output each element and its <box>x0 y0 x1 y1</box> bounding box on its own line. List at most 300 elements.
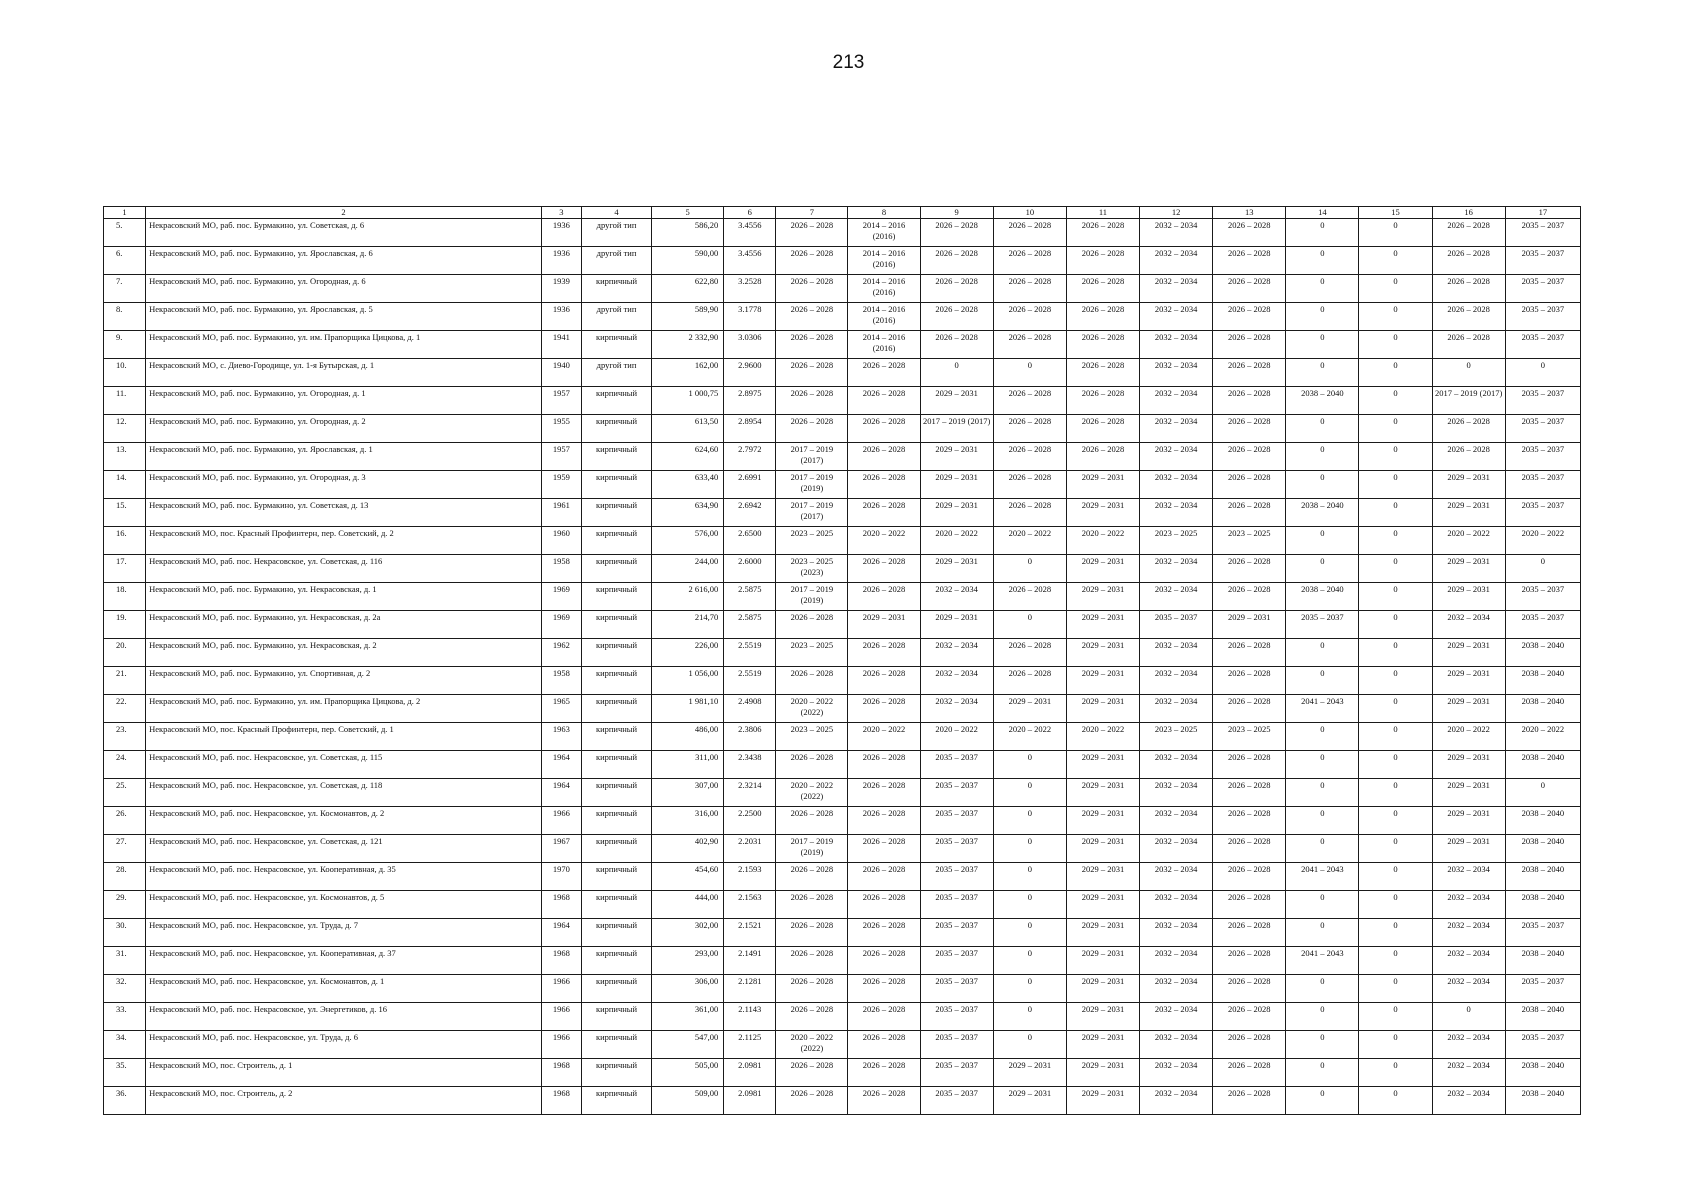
column-header-16: 16 <box>1432 207 1505 219</box>
row-number: 26. <box>104 807 146 835</box>
row-number: 27. <box>104 835 146 863</box>
table-cell: 2026 – 2028 <box>848 1031 920 1059</box>
table-cell: 0 <box>1286 331 1359 359</box>
table-cell: кирпичный <box>581 499 651 527</box>
column-header-7: 7 <box>776 207 848 219</box>
table-cell: кирпичный <box>581 639 651 667</box>
table-cell: 0 <box>1359 499 1432 527</box>
table-cell: 0 <box>1359 359 1432 387</box>
table-cell: 1939 <box>541 275 581 303</box>
table-cell: 3.4556 <box>724 247 776 275</box>
table-cell: 0 <box>1286 919 1359 947</box>
table-cell: 0 <box>1359 275 1432 303</box>
table-cell: 2020 – 2022 <box>993 527 1066 555</box>
table-cell: 0 <box>1432 359 1505 387</box>
table-row <box>104 1087 1581 1115</box>
table-cell: 1936 <box>541 303 581 331</box>
table-cell: 2026 – 2028 <box>848 1087 920 1115</box>
table-cell: 0 <box>1359 723 1432 751</box>
table-row <box>104 527 1581 555</box>
table-cell: 1968 <box>541 1087 581 1115</box>
table-cell: 311,00 <box>652 751 724 779</box>
row-number: 36. <box>104 1087 146 1115</box>
table-row <box>104 919 1581 947</box>
table-cell: 2032 – 2034 <box>1140 751 1213 779</box>
table-cell: 2032 – 2034 <box>1432 947 1505 975</box>
address-cell: Некрасовский МО, раб. пос. Бурмакино, ул. Советская, д. 6 <box>146 219 542 247</box>
table-cell: 2029 – 2031 <box>1432 835 1505 863</box>
table-cell: 2020 – 2022 <box>920 723 993 751</box>
table-cell: 2032 – 2034 <box>1140 555 1213 583</box>
column-header-11: 11 <box>1066 207 1139 219</box>
table-cell: 0 <box>1359 583 1432 611</box>
table-cell: 2026 – 2028 <box>993 415 1066 443</box>
column-header-3: 3 <box>541 207 581 219</box>
table-cell: 0 <box>1286 639 1359 667</box>
table-cell: 2026 – 2028 <box>920 275 993 303</box>
table-cell: 0 <box>1286 891 1359 919</box>
column-header-14: 14 <box>1286 207 1359 219</box>
row-number: 17. <box>104 555 146 583</box>
table-cell: 2029 – 2031 <box>1432 639 1505 667</box>
table-cell: 2029 – 2031 <box>1066 667 1139 695</box>
table-cell: 2.5875 <box>724 611 776 639</box>
table-cell: 0 <box>1359 891 1432 919</box>
table-cell: 0 <box>1359 975 1432 1003</box>
column-header-5: 5 <box>652 207 724 219</box>
table-cell: 1957 <box>541 387 581 415</box>
table-cell: 2026 – 2028 <box>1213 975 1286 1003</box>
table-cell: 2026 – 2028 <box>848 1003 920 1031</box>
table-cell: 0 <box>1359 219 1432 247</box>
table-row <box>104 471 1581 499</box>
table-cell: 2038 – 2040 <box>1505 751 1580 779</box>
table-cell: 2026 – 2028 <box>848 555 920 583</box>
table-cell: 2029 – 2031 <box>920 499 993 527</box>
table-cell: кирпичный <box>581 583 651 611</box>
table-cell: 547,00 <box>652 1031 724 1059</box>
table-cell: 2026 – 2028 <box>1213 471 1286 499</box>
table-cell: 2038 – 2040 <box>1505 1003 1580 1031</box>
table-cell: 0 <box>1286 415 1359 443</box>
table-cell: 2041 – 2043 <box>1286 947 1359 975</box>
table-cell: 486,00 <box>652 723 724 751</box>
table-cell: 2020 – 2022 <box>1432 527 1505 555</box>
table-cell: 2026 – 2028 <box>848 639 920 667</box>
table-cell: 2029 – 2031 <box>1066 1059 1139 1087</box>
table-cell: 2026 – 2028 <box>1213 555 1286 583</box>
table-cell: 0 <box>993 1003 1066 1031</box>
table-cell: 0 <box>993 359 1066 387</box>
column-header-6: 6 <box>724 207 776 219</box>
table-cell: 2.0981 <box>724 1059 776 1087</box>
address-cell: Некрасовский МО, раб. пос. Бурмакино, ул. Некрасовская, д. 2а <box>146 611 542 639</box>
table-cell: 2017 – 2019 (2019) <box>776 835 848 863</box>
table-cell: 613,50 <box>652 415 724 443</box>
table-cell: кирпичный <box>581 331 651 359</box>
table-row <box>104 779 1581 807</box>
table-cell: 0 <box>1359 303 1432 331</box>
table-cell: 2032 – 2034 <box>1140 835 1213 863</box>
row-number: 6. <box>104 247 146 275</box>
table-cell: 2032 – 2034 <box>1140 471 1213 499</box>
table-cell: 2026 – 2028 <box>1213 499 1286 527</box>
table-row <box>104 331 1581 359</box>
table-cell: 2035 – 2037 <box>920 975 993 1003</box>
table-cell: 3.1778 <box>724 303 776 331</box>
table-cell: 2026 – 2028 <box>776 275 848 303</box>
table-cell: 0 <box>1359 415 1432 443</box>
table-cell: 2026 – 2028 <box>1213 1031 1286 1059</box>
table-cell: 2023 – 2025 <box>1213 527 1286 555</box>
table-cell: 2020 – 2022 <box>848 723 920 751</box>
table-row <box>104 723 1581 751</box>
table-cell: 2035 – 2037 <box>920 835 993 863</box>
table-cell: 214,70 <box>652 611 724 639</box>
table-cell: 2.1521 <box>724 919 776 947</box>
table-cell: 1936 <box>541 219 581 247</box>
table-cell: 0 <box>1359 443 1432 471</box>
table-cell: 307,00 <box>652 779 724 807</box>
table-cell: 2.1563 <box>724 891 776 919</box>
table-cell: 3.0306 <box>724 331 776 359</box>
table-row <box>104 695 1581 723</box>
table-cell: 0 <box>1286 1059 1359 1087</box>
table-cell: 1940 <box>541 359 581 387</box>
table-cell: 2.1125 <box>724 1031 776 1059</box>
table-cell: 0 <box>1286 975 1359 1003</box>
table-cell: 2026 – 2028 <box>848 863 920 891</box>
table-cell: 2029 – 2031 <box>1432 583 1505 611</box>
table-cell: 2038 – 2040 <box>1505 695 1580 723</box>
table-cell: 0 <box>1286 835 1359 863</box>
table-cell: 2.2031 <box>724 835 776 863</box>
table-cell: 1955 <box>541 415 581 443</box>
table-cell: 2029 – 2031 <box>1432 695 1505 723</box>
table-row <box>104 275 1581 303</box>
table-cell: 1936 <box>541 247 581 275</box>
table-cell: 0 <box>1286 723 1359 751</box>
table-cell: 2026 – 2028 <box>1213 247 1286 275</box>
table-cell: 3.2528 <box>724 275 776 303</box>
table-cell: 2023 – 2025 <box>776 527 848 555</box>
table-cell: 2.4908 <box>724 695 776 723</box>
table-cell: 2.8975 <box>724 387 776 415</box>
table-row <box>104 947 1581 975</box>
table-cell: 2035 – 2037 <box>1505 247 1580 275</box>
table-cell: 2.5519 <box>724 639 776 667</box>
row-number: 35. <box>104 1059 146 1087</box>
table-cell: 509,00 <box>652 1087 724 1115</box>
table-cell: 589,90 <box>652 303 724 331</box>
table-cell: 2029 – 2031 <box>920 555 993 583</box>
table-cell: 2026 – 2028 <box>776 303 848 331</box>
table-cell: 1961 <box>541 499 581 527</box>
table-cell: 0 <box>1286 779 1359 807</box>
table-cell: 2032 – 2034 <box>1140 219 1213 247</box>
table-cell: 316,00 <box>652 807 724 835</box>
table-cell: 2029 – 2031 <box>1066 863 1139 891</box>
table-cell: 0 <box>993 835 1066 863</box>
row-number: 15. <box>104 499 146 527</box>
table-cell: 2026 – 2028 <box>1213 359 1286 387</box>
table-cell: 2035 – 2037 <box>1505 471 1580 499</box>
table-cell: 0 <box>993 1031 1066 1059</box>
table-cell: 0 <box>1359 919 1432 947</box>
table-cell: 2026 – 2028 <box>1213 919 1286 947</box>
table-cell: 2026 – 2028 <box>993 639 1066 667</box>
table-cell: 2026 – 2028 <box>993 471 1066 499</box>
table-cell: 2032 – 2034 <box>1432 863 1505 891</box>
table-cell: 2.0981 <box>724 1087 776 1115</box>
table-cell: 2026 – 2028 <box>1213 219 1286 247</box>
address-cell: Некрасовский МО, раб. пос. Бурмакино, ул. Спортивная, д. 2 <box>146 667 542 695</box>
table-cell: 2026 – 2028 <box>1213 863 1286 891</box>
address-cell: Некрасовский МО, пос. Строитель, д. 1 <box>146 1059 542 1087</box>
table-cell: 0 <box>993 751 1066 779</box>
table-cell: 2026 – 2028 <box>1432 219 1505 247</box>
table-cell: 2029 – 2031 <box>1066 555 1139 583</box>
table-cell: 2020 – 2022 <box>1066 723 1139 751</box>
address-cell: Некрасовский МО, раб. пос. Некрасовское, ул. Советская, д. 121 <box>146 835 542 863</box>
table-cell: 2032 – 2034 <box>1140 247 1213 275</box>
table-cell: 293,00 <box>652 947 724 975</box>
address-cell: Некрасовский МО, раб. пос. Бурмакино, ул. Огородная, д. 2 <box>146 415 542 443</box>
table-cell: 2026 – 2028 <box>848 667 920 695</box>
table-cell: другой тип <box>581 219 651 247</box>
table-cell: 2032 – 2034 <box>1432 919 1505 947</box>
row-number: 10. <box>104 359 146 387</box>
address-cell: Некрасовский МО, раб. пос. Бурмакино, ул. Ярославская, д. 5 <box>146 303 542 331</box>
table-cell: кирпичный <box>581 555 651 583</box>
row-number: 32. <box>104 975 146 1003</box>
table-cell: 2026 – 2028 <box>1213 695 1286 723</box>
table-cell: 2023 – 2025 <box>776 723 848 751</box>
table-cell: 2029 – 2031 <box>1066 947 1139 975</box>
table-cell: 2026 – 2028 <box>848 499 920 527</box>
table-cell: 1969 <box>541 583 581 611</box>
column-header-9: 9 <box>920 207 993 219</box>
table-cell: 0 <box>1359 1059 1432 1087</box>
table-cell: кирпичный <box>581 387 651 415</box>
row-number: 18. <box>104 583 146 611</box>
table-cell: 2026 – 2028 <box>993 275 1066 303</box>
row-number: 5. <box>104 219 146 247</box>
address-cell: Некрасовский МО, раб. пос. Бурмакино, ул. Некрасовская, д. 2 <box>146 639 542 667</box>
table-cell: другой тип <box>581 303 651 331</box>
table-cell: 2035 – 2037 <box>1505 303 1580 331</box>
address-cell: Некрасовский МО, пос. Строитель, д. 2 <box>146 1087 542 1115</box>
table-cell: 2.1281 <box>724 975 776 1003</box>
table-cell: 1968 <box>541 1059 581 1087</box>
table-cell: 2026 – 2028 <box>1213 947 1286 975</box>
table-row <box>104 667 1581 695</box>
table-cell: 2032 – 2034 <box>1140 1031 1213 1059</box>
table-row <box>104 751 1581 779</box>
row-number: 24. <box>104 751 146 779</box>
table-cell: 2026 – 2028 <box>848 471 920 499</box>
table-cell: 0 <box>1359 387 1432 415</box>
table-cell: 2026 – 2028 <box>848 779 920 807</box>
table-cell: 2032 – 2034 <box>1140 499 1213 527</box>
table-cell: 2038 – 2040 <box>1505 639 1580 667</box>
table-cell: 2026 – 2028 <box>776 611 848 639</box>
table-cell: 2035 – 2037 <box>1505 499 1580 527</box>
table-cell: 2029 – 2031 <box>1066 471 1139 499</box>
address-cell: Некрасовский МО, раб. пос. Некрасовское, ул. Советская, д. 116 <box>146 555 542 583</box>
table-cell: 2029 – 2031 <box>1432 751 1505 779</box>
table-cell: 0 <box>1359 611 1432 639</box>
table-cell: 0 <box>1286 667 1359 695</box>
table-cell: 2026 – 2028 <box>776 331 848 359</box>
address-cell: Некрасовский МО, раб. пос. Бурмакино, ул. Некрасовская, д. 1 <box>146 583 542 611</box>
row-number: 21. <box>104 667 146 695</box>
table-cell: 2038 – 2040 <box>1286 583 1359 611</box>
table-cell: 0 <box>993 779 1066 807</box>
table-cell: 2026 – 2028 <box>1066 303 1139 331</box>
table-cell: 0 <box>1359 1003 1432 1031</box>
table-cell: 2032 – 2034 <box>1432 975 1505 1003</box>
table-cell: 2029 – 2031 <box>1066 1031 1139 1059</box>
row-number: 16. <box>104 527 146 555</box>
table-cell: 2029 – 2031 <box>1066 583 1139 611</box>
table-cell: 2020 – 2022 <box>848 527 920 555</box>
table-cell: 2035 – 2037 <box>920 1003 993 1031</box>
table-cell: 2017 – 2019 (2017) <box>776 499 848 527</box>
table-cell: 0 <box>1359 667 1432 695</box>
address-cell: Некрасовский МО, раб. пос. Бурмакино, ул. Огородная, д. 3 <box>146 471 542 499</box>
address-cell: Некрасовский МО, раб. пос. Некрасовское, ул. Труда, д. 7 <box>146 919 542 947</box>
table-cell: 2035 – 2037 <box>1505 275 1580 303</box>
address-cell: Некрасовский МО, раб. пос. Некрасовское, ул. Энергетиков, д. 16 <box>146 1003 542 1031</box>
table-cell: 2020 – 2022 (2022) <box>776 1031 848 1059</box>
table-cell: 226,00 <box>652 639 724 667</box>
table-cell: 2020 – 2022 <box>1066 527 1139 555</box>
table-cell: 2032 – 2034 <box>920 639 993 667</box>
table-cell: 2032 – 2034 <box>920 695 993 723</box>
table-cell: 0 <box>993 555 1066 583</box>
table-cell: 444,00 <box>652 891 724 919</box>
table-cell: 2029 – 2031 <box>1066 611 1139 639</box>
table-cell: 2029 – 2031 <box>1432 667 1505 695</box>
table-cell: 0 <box>1359 835 1432 863</box>
table-cell: 0 <box>1286 247 1359 275</box>
table-cell: 1958 <box>541 667 581 695</box>
table-cell: 2029 – 2031 <box>1066 1087 1139 1115</box>
table-body <box>104 219 1581 1115</box>
table-cell: 454,60 <box>652 863 724 891</box>
table-cell: 2032 – 2034 <box>1140 415 1213 443</box>
table-cell: 2026 – 2028 <box>848 415 920 443</box>
table-cell: 2026 – 2028 <box>993 247 1066 275</box>
table-cell: кирпичный <box>581 275 651 303</box>
table-cell: 0 <box>1505 779 1580 807</box>
table-cell: 2026 – 2028 <box>776 919 848 947</box>
table-cell: 2032 – 2034 <box>1140 387 1213 415</box>
table-cell: 2026 – 2028 <box>1213 891 1286 919</box>
table-cell: кирпичный <box>581 807 651 835</box>
table-cell: 2026 – 2028 <box>776 415 848 443</box>
row-number: 33. <box>104 1003 146 1031</box>
table-cell: 2026 – 2028 <box>993 499 1066 527</box>
table-cell: 2026 – 2028 <box>1213 415 1286 443</box>
column-header-10: 10 <box>993 207 1066 219</box>
table-cell: 2014 – 2016 (2016) <box>848 247 920 275</box>
table-cell: 2032 – 2034 <box>1432 1031 1505 1059</box>
table-cell: 2032 – 2034 <box>1140 807 1213 835</box>
table-cell: 2020 – 2022 <box>993 723 1066 751</box>
table-cell: 0 <box>1359 1031 1432 1059</box>
table-cell: 2.6991 <box>724 471 776 499</box>
table-cell: 2029 – 2031 <box>1066 919 1139 947</box>
table-cell: 2026 – 2028 <box>1213 387 1286 415</box>
table-cell: 0 <box>993 611 1066 639</box>
column-header-8: 8 <box>848 207 920 219</box>
table-cell: 2026 – 2028 <box>848 975 920 1003</box>
table-row <box>104 835 1581 863</box>
table-cell: 2026 – 2028 <box>1213 583 1286 611</box>
table-cell: 2026 – 2028 <box>993 331 1066 359</box>
address-cell: Некрасовский МО, раб. пос. Бурмакино, ул. Ярославская, д. 1 <box>146 443 542 471</box>
table-cell: 2032 – 2034 <box>1140 695 1213 723</box>
table-cell: 0 <box>1359 863 1432 891</box>
table-cell: 2035 – 2037 <box>1505 975 1580 1003</box>
table-cell: 2035 – 2037 <box>1505 919 1580 947</box>
table-cell: 2020 – 2022 <box>1505 527 1580 555</box>
table-cell: 2023 – 2025 <box>776 639 848 667</box>
table-cell: 2029 – 2031 <box>920 443 993 471</box>
table-cell: 2035 – 2037 <box>1505 1031 1580 1059</box>
table-cell: 2026 – 2028 <box>848 443 920 471</box>
table-cell: 2032 – 2034 <box>920 667 993 695</box>
table-cell: другой тип <box>581 247 651 275</box>
table-cell: 2.1593 <box>724 863 776 891</box>
table-row <box>104 443 1581 471</box>
table-cell: 2032 – 2034 <box>1432 891 1505 919</box>
table-row <box>104 415 1581 443</box>
column-header-2: 2 <box>146 207 542 219</box>
table-cell: 2032 – 2034 <box>1140 1087 1213 1115</box>
table-cell: 2032 – 2034 <box>1140 891 1213 919</box>
table-cell: 0 <box>1286 527 1359 555</box>
table-cell: 162,00 <box>652 359 724 387</box>
table-cell: 590,00 <box>652 247 724 275</box>
table-cell: кирпичный <box>581 471 651 499</box>
table-cell: кирпичный <box>581 835 651 863</box>
table-cell: кирпичный <box>581 723 651 751</box>
table-cell: кирпичный <box>581 667 651 695</box>
table-cell: 1958 <box>541 555 581 583</box>
table-cell: 2035 – 2037 <box>1505 219 1580 247</box>
table-cell: 2032 – 2034 <box>1432 1059 1505 1087</box>
table-cell: 2017 – 2019 (2017) <box>1432 387 1505 415</box>
table-cell: 2029 – 2031 <box>1213 611 1286 639</box>
table-cell: 2026 – 2028 <box>1432 303 1505 331</box>
table-cell: 0 <box>1286 359 1359 387</box>
table-cell: 2026 – 2028 <box>1066 387 1139 415</box>
table-cell: 2035 – 2037 <box>920 751 993 779</box>
table-cell: 2026 – 2028 <box>776 1059 848 1087</box>
address-cell: Некрасовский МО, пос. Красный Профинтерн, пер. Советский, д. 2 <box>146 527 542 555</box>
table-cell: кирпичный <box>581 751 651 779</box>
table-cell: кирпичный <box>581 975 651 1003</box>
table-cell: 2032 – 2034 <box>1140 331 1213 359</box>
table-cell: 2035 – 2037 <box>920 1087 993 1115</box>
table-cell: 2.2500 <box>724 807 776 835</box>
table-cell: 2014 – 2016 (2016) <box>848 303 920 331</box>
table-cell: 1967 <box>541 835 581 863</box>
table-cell: 505,00 <box>652 1059 724 1087</box>
